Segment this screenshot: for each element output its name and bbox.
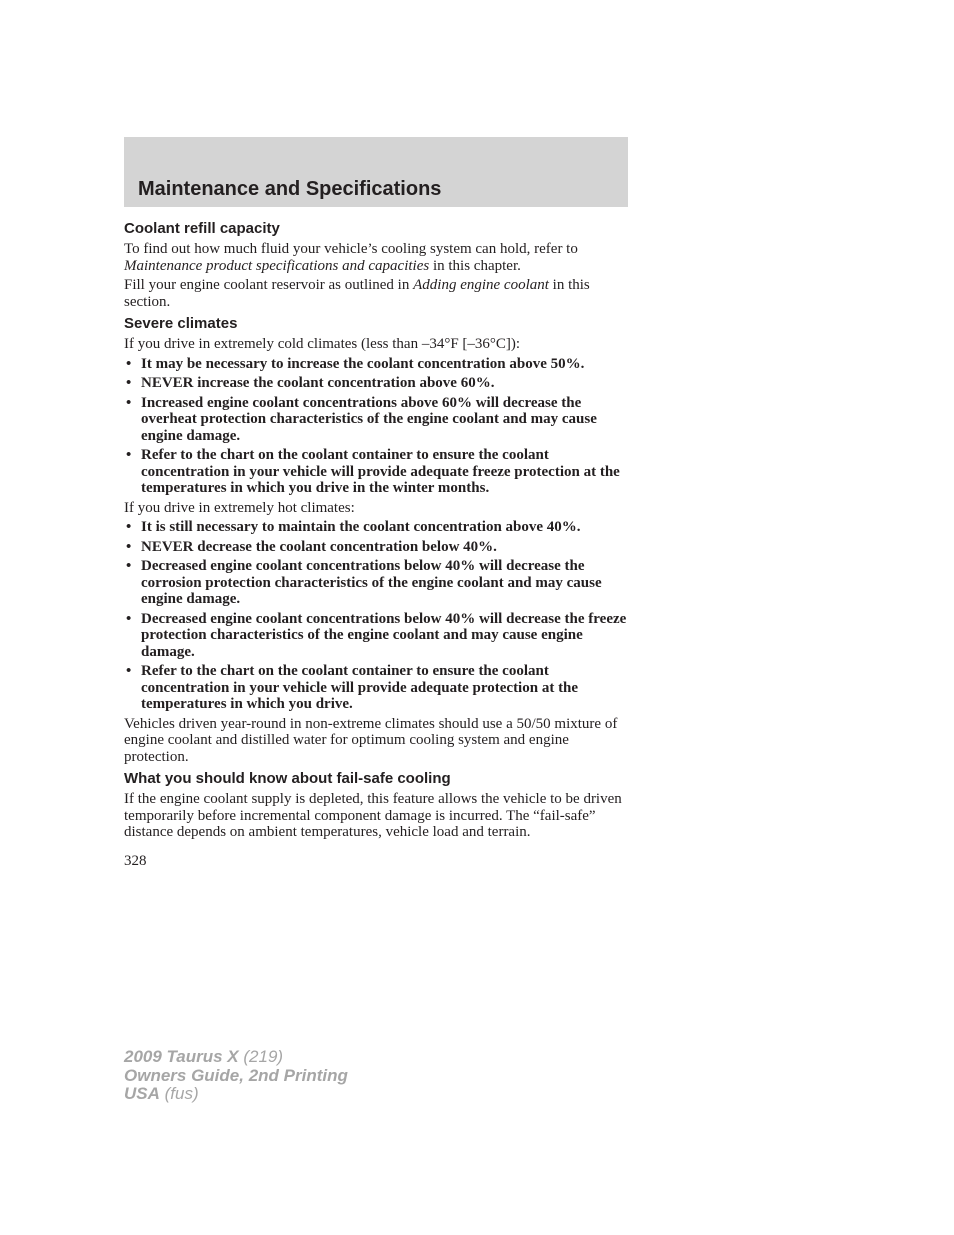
list-item: • NEVER increase the coolant concentration above 60%. (124, 375, 629, 392)
coolant-refill-paragraph-1: To find out how much fluid your vehicle’s cooling system can hold, refer to Maintenance product specifications and capacities in this chapter. (124, 241, 578, 274)
list-item: • NEVER decrease the coolant concentration below 40%. (124, 539, 629, 556)
failsafe-cooling-paragraph: If the engine coolant supply is depleted, this feature allows the vehicle to be driven temporarily before incremental component damage is incurred. The “fail-safe” distance depends on ambient temperatures, vehicle load and terrain. (124, 791, 622, 840)
footer-market-line: USA (fus) (124, 1084, 199, 1103)
list-item: • Decreased engine coolant concentrations below 40% will decrease the corrosion protection characteristics of the engine coolant and may cause engine damage. (124, 558, 629, 608)
list-item: • Decreased engine coolant concentrations below 40% will decrease the freeze protection characteristics of the engine coolant and may cause engine damage. (124, 611, 629, 661)
severe-climates-heading: Severe climates (124, 315, 238, 332)
list-item: • It may be necessary to increase the coolant concentration above 50%. (124, 356, 629, 373)
page-number: 328 (124, 852, 147, 869)
cold-climates-intro: If you drive in extremely cold climates (less than –34°F [–36°C]): (124, 336, 521, 352)
cold-climates-list (124, 356, 629, 497)
non-extreme-climates-paragraph: Vehicles driven year-round in non-extreme climates should use a 50/50 mixture of engine coolant and distilled water for optimum cooling system and engine protection. (124, 715, 618, 765)
list-item: • Refer to the chart on the coolant container to ensure the coolant concentration in your vehicle will provide adequate protection at the temperatures in which you drive. (124, 663, 629, 713)
section-title: Maintenance and Specifications (138, 178, 442, 200)
failsafe-cooling-heading: What you should know about fail-safe cooling (124, 770, 451, 787)
section-header-band (124, 137, 628, 207)
failsafe-cooling-section (124, 770, 629, 841)
hot-climates-list (124, 519, 629, 713)
hot-climates-intro: If you drive in extremely hot climates: (124, 499, 355, 516)
list-item: • Refer to the chart on the coolant container to ensure the coolant concentration in your vehicle will provide adequate freeze protection at the temperatures in which you drive in the winter months. (124, 447, 629, 497)
footer-model-line: 2009 Taurus X (219) (124, 1047, 284, 1066)
capacities-reference: Maintenance product specifications and capacities (124, 257, 430, 274)
adding-coolant-reference: Adding engine coolant (413, 277, 549, 293)
page-content (124, 220, 629, 869)
coolant-refill-paragraph-2: Fill your engine coolant reservoir as outlined in Adding engine coolant in this section. (124, 277, 590, 310)
coolant-refill-heading: Coolant refill capacity (124, 220, 280, 237)
list-item: • Increased engine coolant concentrations above 60% will decrease the overheat protection characteristics of the engine coolant and may cause engine damage. (124, 395, 629, 445)
severe-climates-section (124, 315, 629, 765)
coolant-refill-section (124, 220, 629, 310)
footer-edition-line: Owners Guide, 2nd Printing (124, 1065, 348, 1085)
document-footer (124, 1048, 348, 1104)
list-item: • It is still necessary to maintain the coolant concentration above 40%. (124, 519, 629, 536)
